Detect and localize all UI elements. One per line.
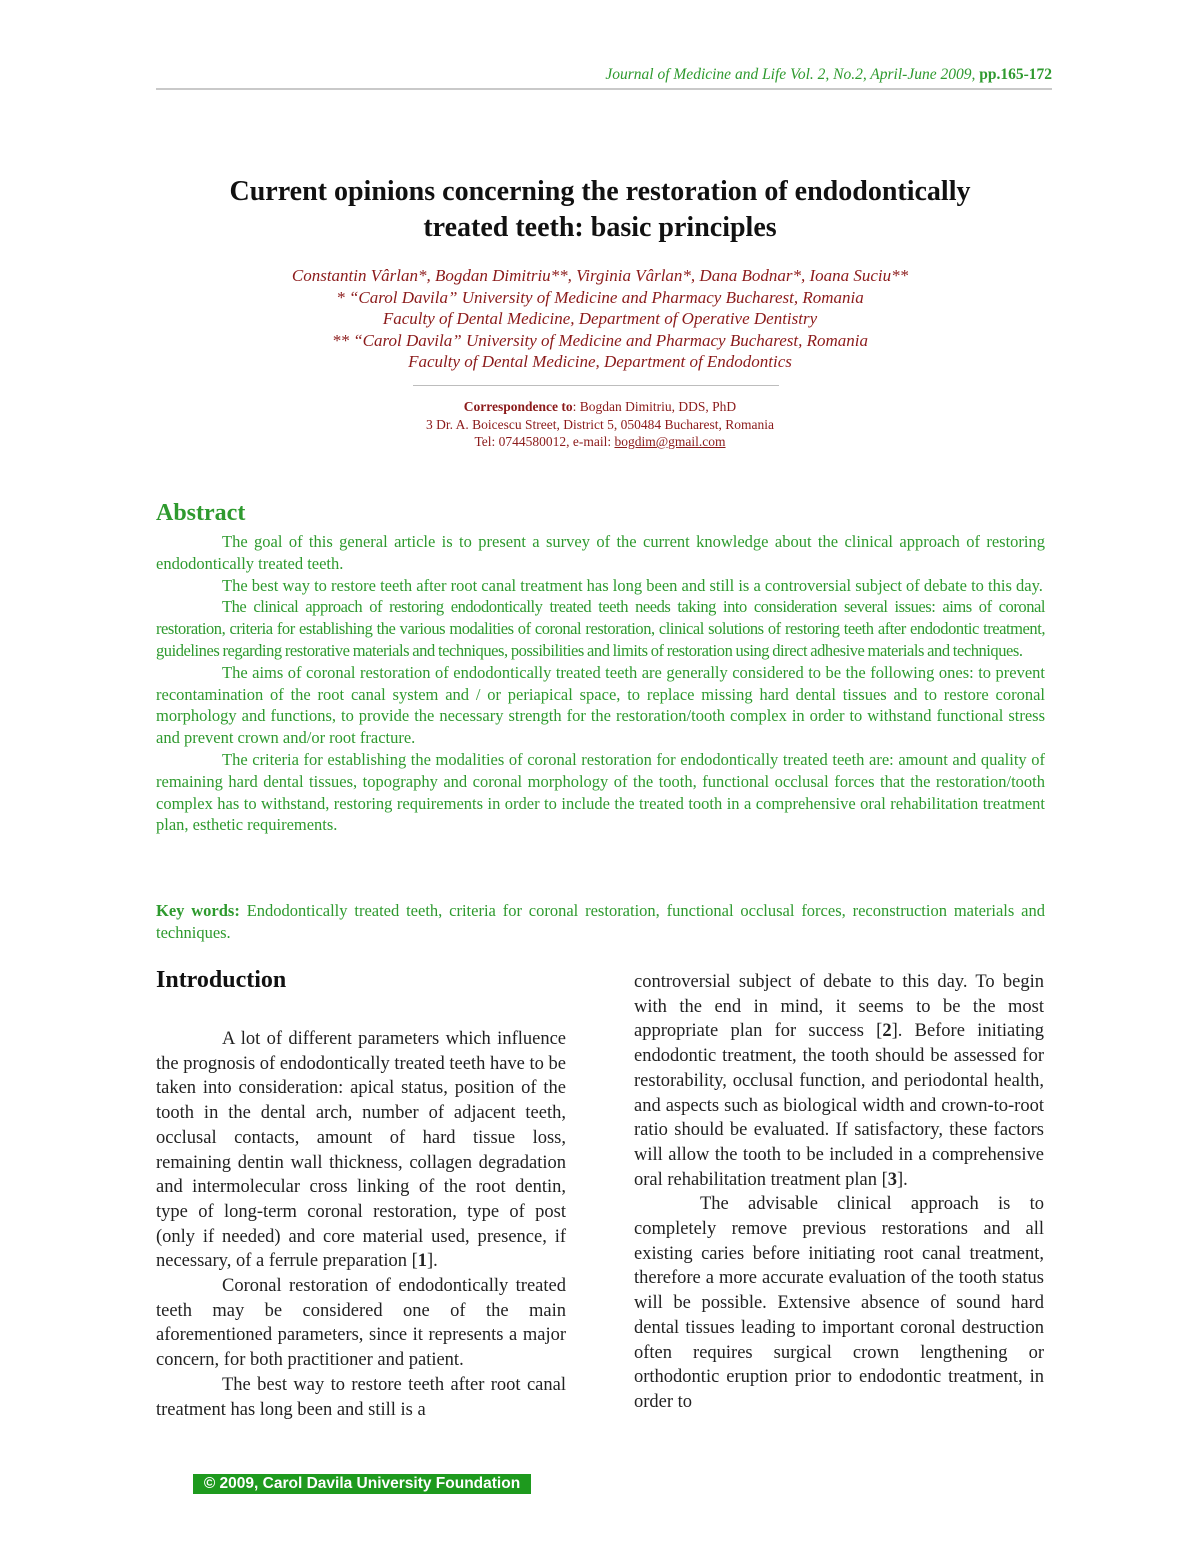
introduction-heading: Introduction (156, 967, 287, 993)
section-divider (413, 385, 779, 386)
journal-volume: Vol. 2, No.2, April-June 2009, (790, 66, 976, 83)
affiliation-4: Faculty of Dental Medicine, Department of Endodontics (408, 352, 792, 371)
body-paragraph: Coronal restoration of endodontically treated teeth may be considered one of the main aforementioned parameters, since it represents a major concern, for both practitioner and patient. (156, 1276, 566, 1371)
body-paragraph (634, 970, 1044, 1192)
email-link[interactable]: bogdim@gmail.com (614, 434, 726, 449)
citation-ref: 1 (417, 1251, 428, 1272)
citation-ref: 2 (882, 1021, 892, 1042)
correspondence-tel: Tel: 0744580012, e-mail: (474, 434, 615, 449)
title-line-2: treated teeth: basic principles (423, 212, 777, 243)
title-line-1: Current opinions concerning the restoration of endodontically (229, 176, 971, 207)
author-names: Constantin Vârlan*, Bogdan Dimitriu**, Virginia Vârlan*, Dana Bodnar*, Ioana Suciu** (291, 266, 909, 285)
abstract-paragraph: The aims of coronal restoration of endodontically treated teeth are generally considered to be the following ones: to prevent recontamination of the root canal system and / or periapical space, to replace missing hard dental tissues and to restore coronal morphology and functions, to provide the necessary strength for the restoration/tooth complex in order to withstand functional stress and prevent crown and/or root fracture. (156, 662, 1045, 748)
copyright-badge: © 2009, Carol Davila University Foundation (193, 1474, 531, 1494)
body-text: ]. (427, 1251, 438, 1272)
body-text: A lot of different parameters which influence the prognosis of endodontically treated teeth have to be taken into consideration: apical status, position of the tooth in the dental arch, number of adjacent teeth, occlusal contacts, amount of hard tissue loss, remaining dentin wall thickness, collagen degradation and intermolecular cross linking of the root dentin, type of long-term coronal restoration, type of post (only if needed) and core material used, presence, if necessary, of a ferrule preparation [ (156, 1029, 566, 1272)
running-header (156, 66, 1052, 90)
keywords-text: Endodontically treated teeth, criteria for coronal restoration, functional occlusal forces, reconstruction materials and techniques. (156, 901, 1045, 942)
body-text: controversial subject of debate to this day. To begin with the end in mind, it seems to be the most appropriate plan for success [ (634, 972, 1044, 1042)
abstract-paragraph: The best way to restore teeth after root canal treatment has long been and still is a controversial subject of debate to this day. (222, 575, 1043, 595)
article-title (150, 174, 1050, 246)
body-paragraph: The best way to restore teeth after root canal treatment has long been and still is a (156, 1374, 566, 1420)
citation-ref: 3 (887, 1169, 898, 1190)
page-range: pp.165-172 (979, 66, 1052, 83)
keywords-label: Key words: (156, 901, 240, 920)
abstract-heading: Abstract (156, 500, 246, 526)
author-block (150, 265, 1050, 373)
correspondence-label: Correspondence to (463, 399, 573, 414)
body-column-left (156, 1027, 566, 1422)
correspondence-name: : Bogdan Dimitriu, DDS, PhD (572, 399, 737, 414)
body-paragraph (156, 1027, 566, 1274)
body-column-right (634, 970, 1044, 1415)
keywords (156, 900, 1045, 944)
affiliation-1: * “Carol Davila” University of Medicine and Pharmacy Bucharest, Romania (336, 287, 864, 307)
abstract-paragraph: The criteria for establishing the modalities of coronal restoration for endodontically treated teeth are: amount and quality of remaining hard dental tissues, topography and coronal morphology of the tooth, functional occlusal forces that the restoration/tooth complex has to withstand, restoring requirements in order to include the treated tooth in a comprehensive oral rehabilitation treatment plan, esthetic requirements. (156, 749, 1045, 835)
body-text: ]. (897, 1169, 908, 1190)
abstract-paragraph: The goal of this general article is to present a survey of the current knowledge about the clinical approach of restoring endodontically treated teeth. (156, 532, 1045, 573)
abstract-paragraph: The clinical approach of restoring endodontically treated teeth needs taking into consideration several issues: aims of coronal restoration, criteria for establishing the various modalities of coronal restoration, clinical solutions of restoring teeth after endodontic treatment, guidelines regarding restorative materials and techniques, possibilities and limits of restoration using direct adhesive materials and techniques. (156, 597, 1045, 660)
correspondence-address: 3 Dr. A. Boicescu Street, District 5, 050484 Bucharest, Romania (426, 416, 774, 432)
body-paragraph: The advisable clinical approach is to completely remove previous restorations and all existing caries before initiating root canal treatment, therefore a more accurate evaluation of the tooth status will be possible. Extensive absence of sound hard dental tissues leading to important coronal destruction often requires surgical crown lengthening or orthodontic eruption prior to endodontic treatment, in order to (634, 1194, 1044, 1412)
journal-name: Journal of Medicine and Life (605, 66, 787, 83)
affiliation-2: Faculty of Dental Medicine, Department of Operative Dentistry (382, 309, 818, 328)
correspondence-block (300, 398, 900, 451)
affiliation-3: ** “Carol Davila” University of Medicine and Pharmacy Bucharest, Romania (331, 330, 869, 350)
abstract-body (156, 531, 1045, 836)
body-text: ]. Before initiating endodontic treatment, the tooth should be assessed for restorability, occlusal function, and periodontal health, and aspects such as biological width and crown-to-root ratio should be evaluated. If satisfactory, these factors will allow the tooth to be included in a comprehensive oral rehabilitation treatment plan [ (634, 1021, 1044, 1190)
